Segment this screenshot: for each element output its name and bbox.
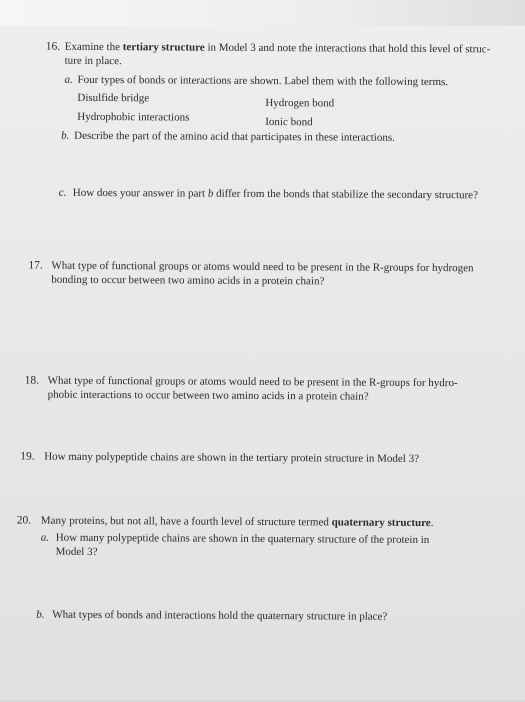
q20-number: 20.: [16, 514, 32, 527]
q19-text: How many polypeptide chains are shown in the tertiary protein structure in Model 3?: [44, 450, 420, 465]
q20a-text-line1: How many polypeptide chains are shown in the quaternary structure of the protein in: [55, 531, 430, 547]
q16-suffix: in Model 3 and note the interactions that hold this level of struc-: [207, 41, 491, 56]
term-disulfide-bridge: Disulfide bridge: [77, 91, 150, 105]
q16c-text: [73, 187, 478, 202]
q16-text-line2: ture in place.: [64, 54, 122, 68]
q16-number: 16.: [45, 40, 61, 53]
q16c-text-part1: How does your answer in part: [72, 186, 206, 200]
q16b-letter: b.: [61, 129, 70, 142]
term-hydrophobic-interactions: Hydrophobic interactions: [77, 110, 190, 124]
q18-text-line2: phobic interactions to occur between two amino acids in a protein chain?: [47, 388, 369, 403]
q20-prefix: Many proteins, but not all, have a fourth level of structure termed: [40, 514, 329, 529]
q16c-letter: c.: [58, 186, 67, 199]
q19-number: 19.: [20, 450, 35, 463]
q20b-text: What types of bonds and interactions hold the quaternary structure in place?: [52, 608, 388, 623]
q20-bold-term: quaternary structure: [331, 516, 431, 530]
q17-number: 17.: [28, 259, 43, 272]
term-ionic-bond: Ionic bond: [265, 116, 313, 129]
q16a-letter: a.: [64, 73, 73, 86]
term-hydrogen-bond: Hydrogen bond: [265, 97, 335, 110]
q16b-text: Describe the part of the amino acid that participates in these interactions.: [74, 129, 395, 144]
q16-bold-term: tertiary structure: [122, 41, 205, 54]
q20-text: [41, 515, 434, 530]
q20a-text-line2: Model 3?: [55, 545, 98, 559]
q16a-text: Four types of bonds or interactions are shown. Label them with the following terms.: [77, 73, 449, 89]
q20a-letter: a.: [40, 531, 49, 544]
q16c-part-b: b: [207, 187, 214, 200]
q16-text-line1: [65, 41, 491, 57]
q20b-letter: b.: [36, 608, 45, 621]
q17-text-line2: bonding to occur between two amino acids in a protein chain?: [51, 273, 325, 288]
q20-period: .: [430, 517, 434, 530]
q16c-text-part2: differ from the bonds that stabilize the secondary structure?: [216, 187, 479, 202]
q18-text-line1: What type of functional groups or atoms would need to be present in the R-groups for hydro-: [47, 374, 458, 390]
q17-text-line1: What type of functional groups or atoms would need to be present in the R-groups for hydrogen: [51, 259, 474, 275]
q18-number: 18.: [24, 374, 40, 387]
q16-prefix: Examine the: [64, 40, 121, 54]
